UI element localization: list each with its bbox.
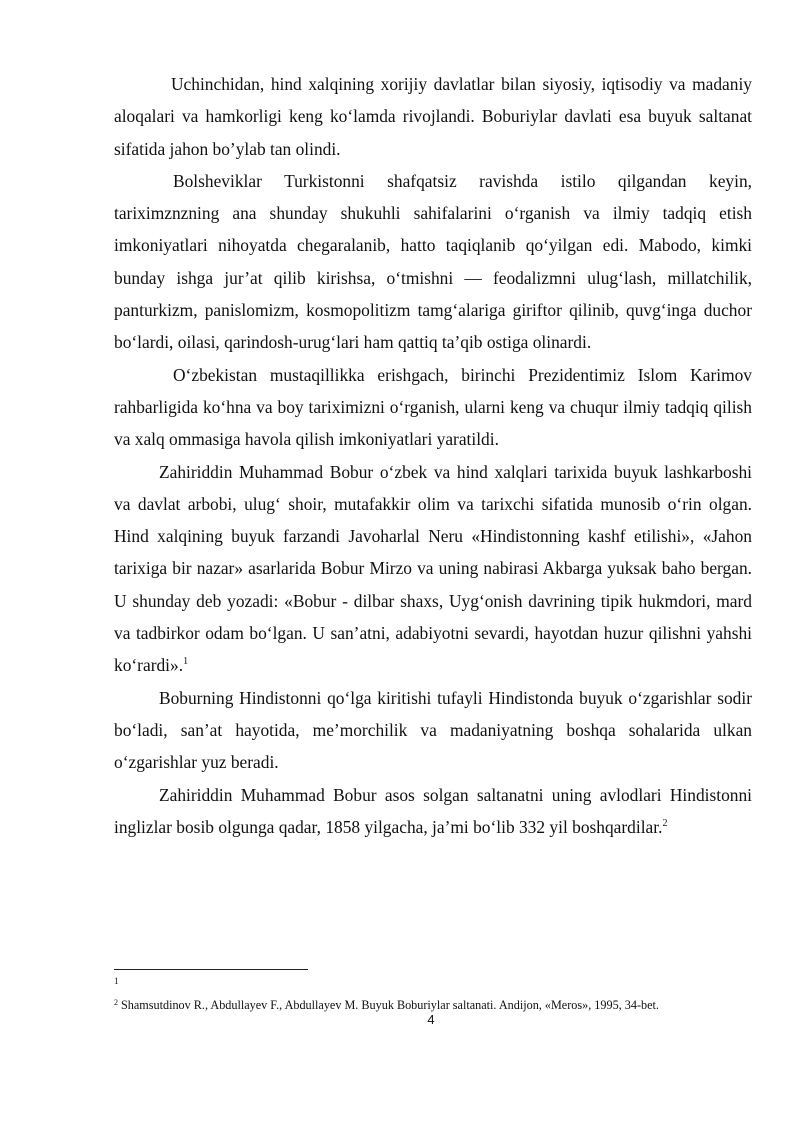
page-number: 4: [427, 1012, 435, 1027]
paragraph-3: O‘zbekistan mustaqillikka erishgach, birinchi Prezidentimiz Islom Karimov rahbarligida ko‘hna va boy tariximizni o‘rganish, ularni keng va chuqur ilmiy tadqiq qilish va xalq ommasiga havola qilish imkoniyatlari yaratildi.: [114, 364, 752, 450]
footnote-separator: [114, 969, 308, 970]
footnote-1: [114, 975, 119, 987]
footnote-ref-1: 1: [183, 656, 189, 668]
footnote-2: [114, 997, 754, 1013]
body-text: [114, 68, 752, 843]
paragraph-6: Zahiriddin Muhammad Bobur asos solgan saltanatni uning avlodlari Hindistonni inglizlar bosib olgunga qadar, 1858 yilgacha, ja’mi bo‘lib 332 yil boshqardilar.$^2$: [114, 784, 752, 837]
paragraph-2: Bolsheviklar Turkistonni shafqatsiz ravishda istilo qilgandan keyin, tariximznzning ana shunday shukuhli sahifalarini o‘rganish va ilmiy tadqiq etish imkoniyatlari nihoyatda chegaralanib, hatto taqiqlanib qo‘yilgan edi. Mabodo, kimki bunday ishga jur’at qilib kirishsa, o‘tmishni — feodalizmni ulug‘lash, millatchilik, panturkizm, panislomizm, kosmopolitizm tamg‘alariga giriftor qilinib, quvg‘inga duchor bo‘lardi, oilasi, qarindosh-urug‘lari ham qattiq ta’qib ostiga olinardi.: [114, 170, 752, 353]
footnote-ref-2: 2: [662, 817, 668, 829]
paragraph-5: Boburning Hindistonni qo‘lga kiritishi tufayli Hindistonda buyuk o‘zgarishlar sodir bo‘ladi, san’at hayotida, me’morchilik va madaniyatning boshqa sohalarida ulkan o‘zgarishlar yuz beradi.: [114, 687, 752, 773]
footnote-2-text: Shamsutdinov R., Abdullayev F., Abdullayev M. Buyuk Boburiylar saltanati. Andijon, «Meros», 1995, 34-bet.: [121, 998, 659, 1012]
paragraph-1: Uchinchidan, hind xalqining xorijiy davlatlar bilan siyosiy, iqtisodiy va madaniy aloqalari va hamkorligi keng ko‘lamda rivojlandi. Boburiylar davlati esa buyuk saltanat sifatida jahon bo’ylab tan olindi.: [114, 74, 752, 159]
footnote-1-number: 1: [114, 976, 119, 986]
footnote-2-number: 2: [114, 998, 118, 1007]
paragraph-4: Zahiriddin Muhammad Bobur o‘zbek va hind xalqlari tarixida buyuk lashkarboshi va davlat arbobi, ulug‘ shoir, mutafakkir olim va tarixchi sifatida munosib o‘rin olgan. Hind xalqining buyuk farzandi Javoharlal Neru «Hindistonning kashf etilishi», «Jahon tarixiga bir nazar» asarlarida Bobur Mirzo va uning nabirasi Akbarga yuksak baho bergan. U shunday deb yozadi: «Bobur - dilbar shaxs, Uyg‘onish davrining tipik hukmdori, mard va tadbirkor odam bo‘lgan. U san’atni, adabiyotni sevardi, hayotdan huzur qilishni yahshi ko‘rardi».$^1$: [114, 461, 752, 676]
